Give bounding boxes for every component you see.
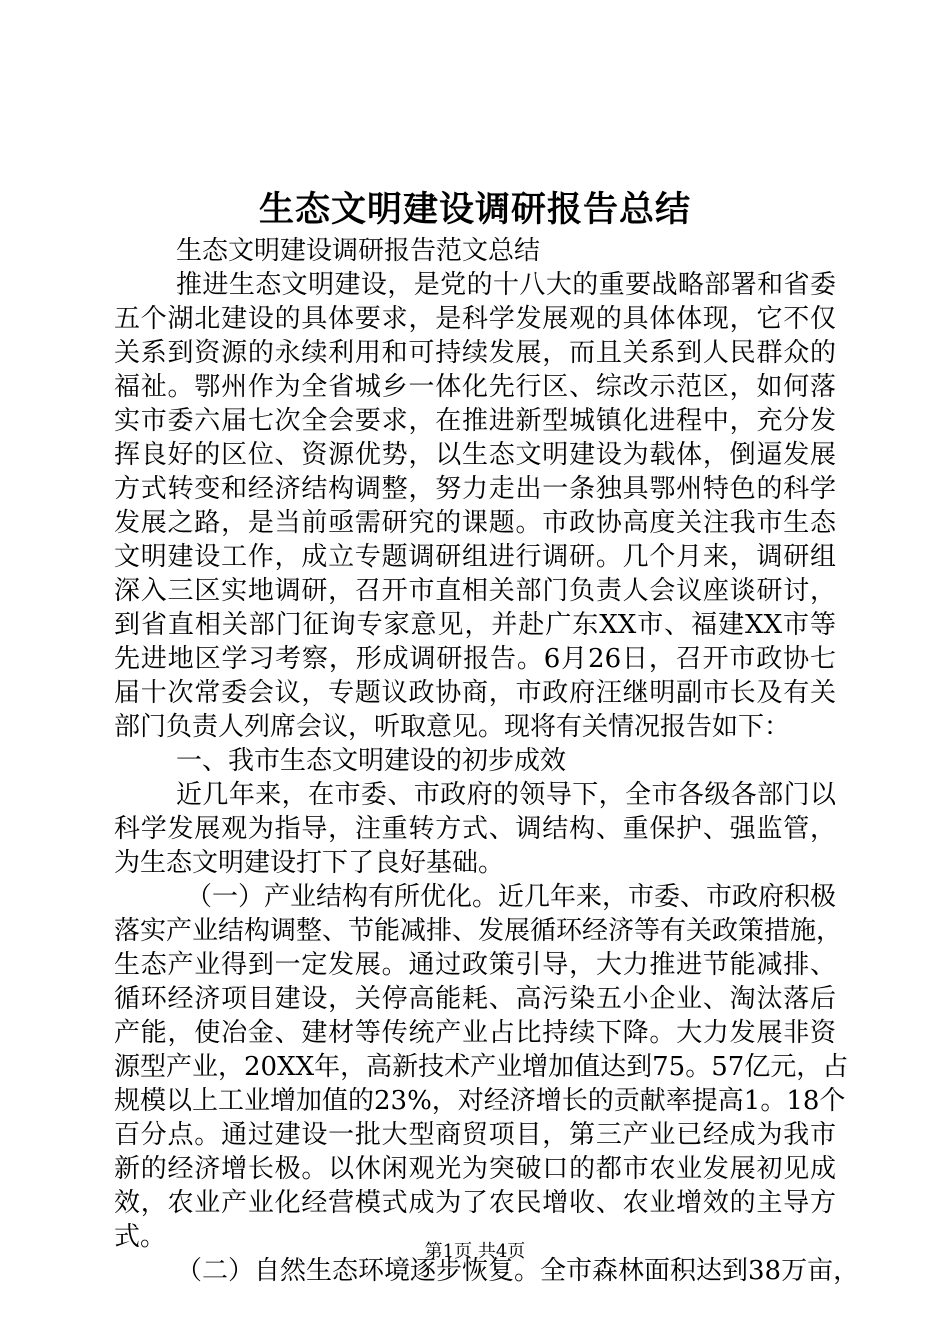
text-line: 生态文明建设调研报告范文总结 — [176, 236, 541, 266]
text-line: 部门负责人列席会议，听取意见。现将有关情况报告如下： — [114, 712, 791, 742]
text-line: 深入三区实地调研，召开市直相关部门负责人会议座谈研讨， — [114, 576, 836, 606]
text-line: （一）产业结构有所优化。近几年来，市委、市政府积极 — [186, 882, 837, 912]
text-line: 关系到资源的永续利用和可持续发展，而且关系到人民群众的 — [114, 338, 836, 368]
document-title: 生态文明建设调研报告总结 — [258, 189, 691, 230]
text-line: 产能，使冶金、建材等传统产业占比持续下降。大力发展非资 — [114, 1018, 836, 1048]
text-line: 落实产业结构调整、节能减排、发展循环经济等有关政策措施， — [114, 916, 843, 946]
text-line: 新的经济增长极。以休闲观光为突破口的都市农业发展初见成 — [114, 1154, 836, 1184]
text-line: 式。 — [114, 1222, 167, 1252]
text-line: 实市委六届七次全会要求，在推进新型城镇化进程中，充分发 — [114, 406, 836, 436]
text-line: 届十次常委会议，专题议政协商，市政府汪继明副市长及有关 — [114, 678, 836, 708]
text-line: 百分点。通过建设一批大型商贸项目，第三产业已经成为我市 — [114, 1120, 836, 1150]
text-line: 规模以上工业增加值的23%，对经济增长的贡献率提高1。18个 — [114, 1086, 846, 1116]
text-line: 到省直相关部门征询专家意见，并赴广东XX市、福建XX市等 — [114, 610, 836, 640]
text-line: （二）自然生态环境逐步恢复。全市森林面积达到38万亩， — [176, 1256, 860, 1286]
text-line: 科学发展观为指导，注重转方式、调结构、重保护、强监管， — [114, 814, 836, 844]
text-line: 循环经济项目建设，关停高能耗、高污染五小企业、淘汰落后 — [114, 984, 836, 1014]
text-line: 先进地区学习考察，形成调研报告。6月26日，召开市政协七 — [114, 644, 836, 674]
text-line: 为生态文明建设打下了良好基础。 — [114, 848, 505, 878]
text-line: 近几年来，在市委、市政府的领导下，全市各级各部门以 — [176, 780, 836, 810]
text-line: 生态产业得到一定发展。通过政策引导，大力推进节能减排、 — [114, 950, 836, 980]
text-line: 文明建设工作，成立专题调研组进行调研。几个月来，调研组 — [114, 542, 836, 572]
text-line: 发展之路，是当前亟需研究的课题。市政协高度关注我市生态 — [114, 508, 836, 538]
text-line: 源型产业，20XX年，高新技术产业增加值达到75。57亿元，占 — [114, 1052, 849, 1082]
text-line: 推进生态文明建设，是党的十八大的重要战略部署和省委 — [176, 270, 836, 300]
text-line: 一、我市生态文明建设的初步成效 — [176, 746, 567, 776]
text-line: 方式转变和经济结构调整，努力走出一条独具鄂州特色的科学 — [114, 474, 836, 504]
text-line: 效，农业产业化经营模式成为了农民增收、农业增效的主导方 — [114, 1188, 836, 1218]
text-line: 五个湖北建设的具体要求，是科学发展观的具体体现，它不仅 — [114, 304, 836, 334]
text-line: 挥良好的区位、资源优势，以生态文明建设为载体，倒逼发展 — [114, 440, 836, 470]
page-footer: 第1页 共4页 — [424, 1241, 526, 1262]
document-body — [114, 234, 860, 1288]
text-line: 福祉。鄂州作为全省城乡一体化先行区、综改示范区，如何落 — [114, 372, 836, 402]
